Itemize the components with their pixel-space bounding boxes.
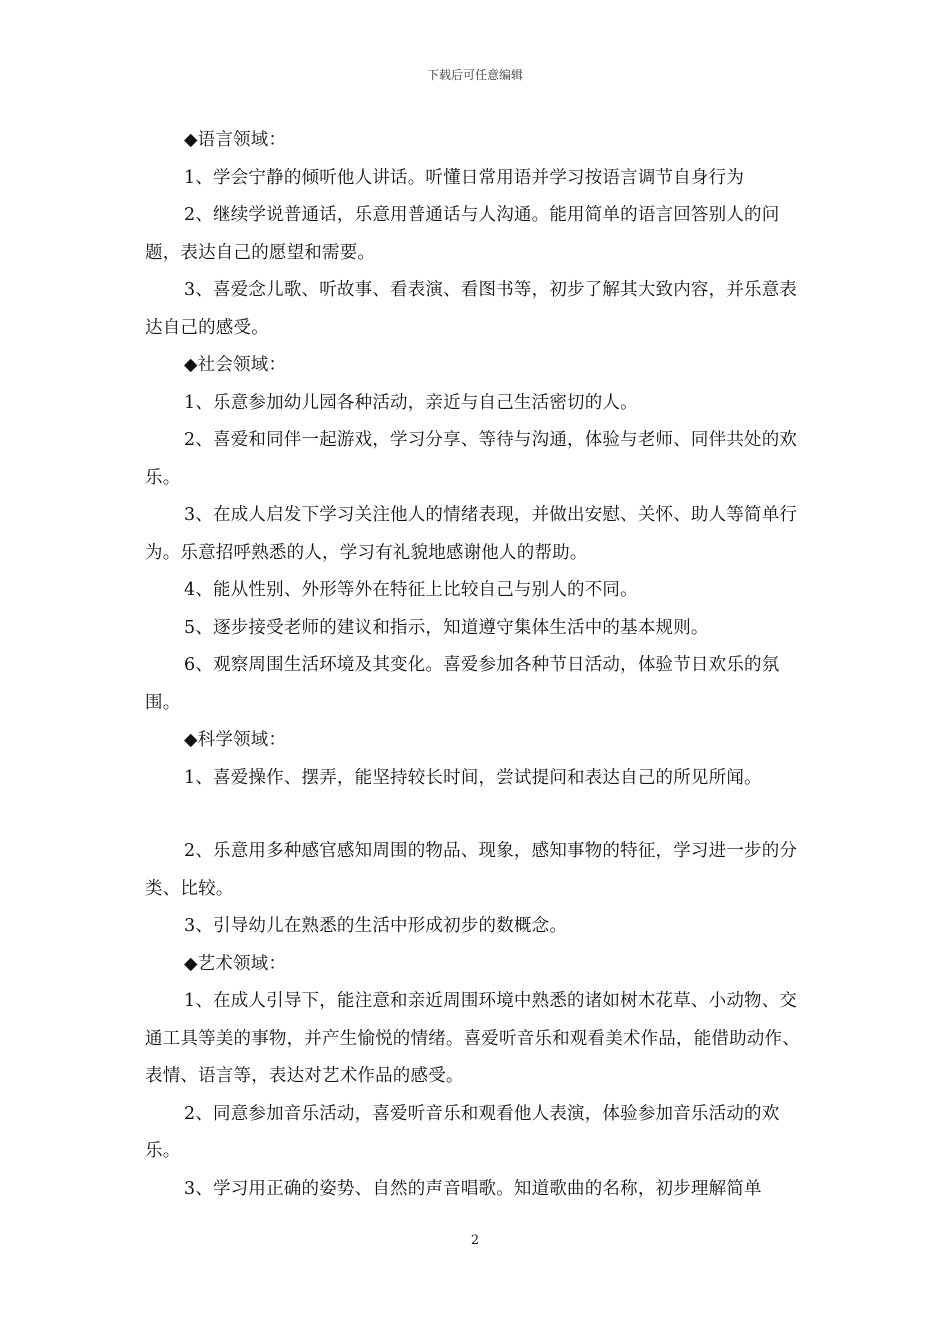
art-item-1: 1、在成人引导下，能注意和亲近周围环境中熟悉的诸如树木花草、小动物、交通工具等美的事物，并产生愉悦的情绪。喜爱听音乐和观看美术作品，能借助动作、表情、语言等，表达对艺术作品的感受。 [145,991,800,1086]
language-item-3: 3、喜爱念儿歌、听故事、看表演、看图书等，初步了解其大致内容，并乐意表达自己的感受。 [145,280,798,338]
document-body [145,122,810,1208]
science-item-1: 1、喜爱操作、摆弄，能坚持较长时间，尝试提问和表达自己的所见所闻。 [184,767,762,788]
page-number: 2 [470,1233,480,1248]
social-item-4: 4、能从性别、外形等外在特征上比较自己与别人的不同。 [184,580,638,600]
header-note: 下载后可任意编辑 [426,68,523,82]
heading-social-domain: ◆社会领域： [184,355,287,375]
social-item-5: 5、逐步接受老师的建议和指示，知道遵守集体生活中的基本规则。 [184,617,709,638]
art-item-2: 2、同意参加音乐活动，喜爱听音乐和观看他人表演，体验参加音乐活动的欢乐。 [145,1103,780,1161]
heading-language-domain: ◆语言领域： [184,130,287,150]
social-item-2: 2、喜爱和同伴一起游戏，学习分享、等待与沟通，体验与老师、同伴共处的欢乐。 [145,430,798,488]
science-item-2: 2、乐意用多种感官感知周围的物品、现象，感知事物的特征，学习进一步的分类、比较。 [145,841,798,899]
blank-line [145,797,810,833]
social-item-6: 6、观察周围生活环境及其变化。喜爱参加各种节日活动，体验节日欢乐的氛围。 [145,655,780,713]
art-item-3: 3、学习用正确的姿势、自然的声音唱歌。知道歌曲的名称，初步理解简单 [184,1178,762,1199]
heading-art-domain: ◆艺术领域： [184,953,287,974]
social-item-3: 3、在成人启发下学习关注他人的情绪表现，并做出安慰、关怀、助人等简单行为。乐意招呼熟悉的人，学习有礼貌地感谢他人的帮助。 [145,505,798,563]
language-item-1: 1、学会宁静的倾听他人讲话。听懂日常用语并学习按语言调节自身行为 [184,167,745,188]
science-item-3: 3、引导幼儿在熟悉的生活中形成初步的数概念。 [184,916,568,936]
heading-science-domain: ◆科学领域： [184,730,287,750]
social-item-1: 1、乐意参加幼儿园各种活动，亲近与自己生活密切的人。 [184,392,638,413]
language-item-2: 2、继续学说普通话，乐意用普通话与人沟通。能用简单的语言回答别人的问题，表达自己的愿望和需要。 [145,205,780,263]
